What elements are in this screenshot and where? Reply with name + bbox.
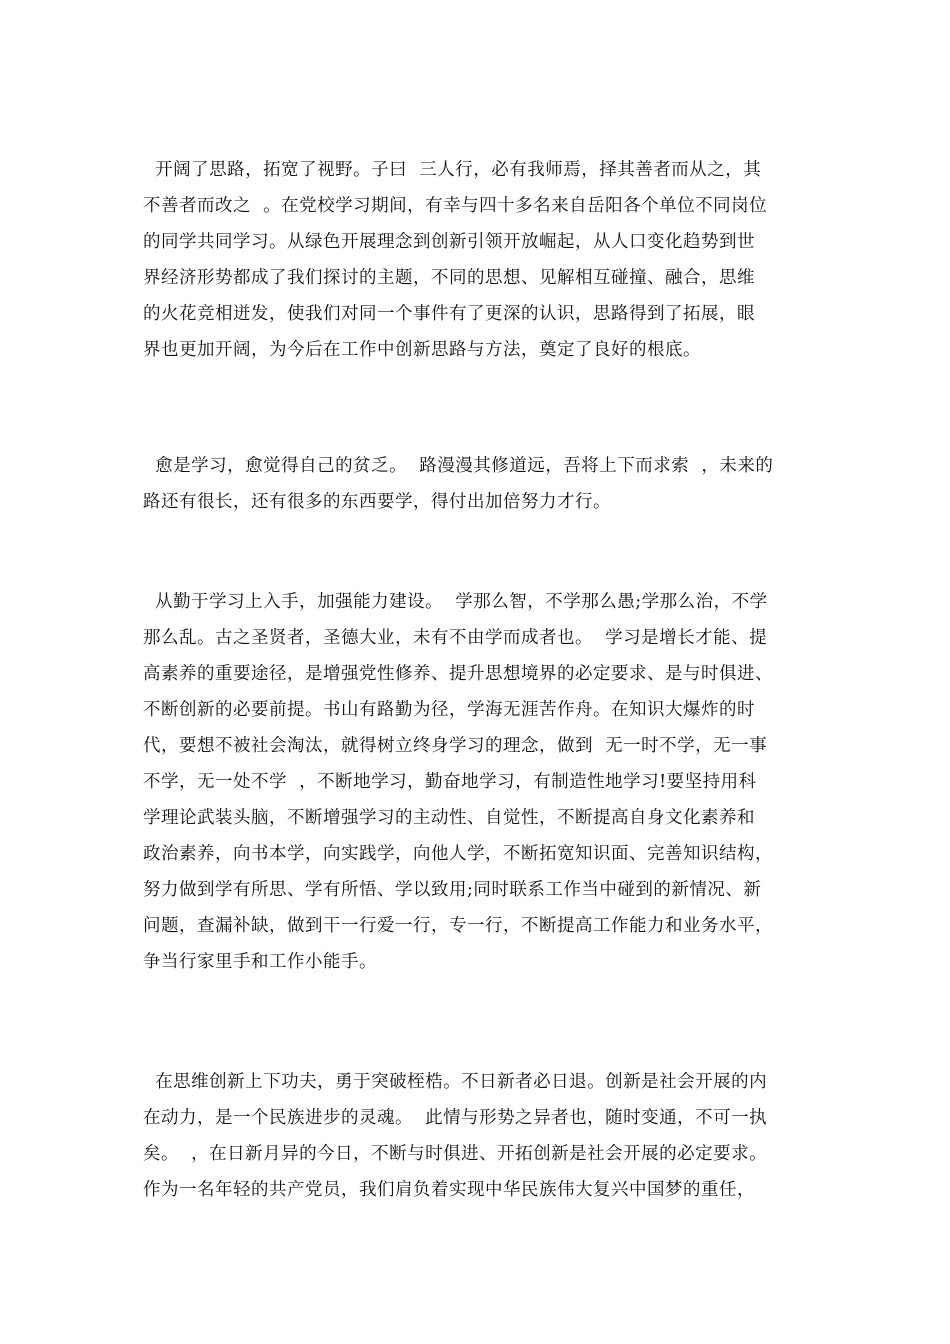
text-line: 界经济形势都成了我们探讨的主题，不同的思想、见解相互碰撞、融合，思维 <box>143 268 755 288</box>
text-line: 那么乱。古之圣贤者，圣德大业，未有不由学而成者也。 学习是增长才能、提 <box>143 628 768 648</box>
paragraph-innovation <box>143 1064 811 1208</box>
text-line: 矣。 ，在日新月异的今日，不断与时俱进、开拓创新是社会开展的必定要求。 <box>143 1144 768 1164</box>
text-line: 不学，无一处不学 ，不断地学习，勤奋地学习，有制造性地学习!要坚持用科 <box>143 772 757 792</box>
text-line: 从勤于学习上入手，加强能力建设。 学那么智，不学那么愚;学那么治，不学 <box>143 592 768 612</box>
text-line: 代，要想不被社会淘汰，就得树立终身学习的理念，做到 无一时不学，无一事 <box>143 736 768 756</box>
text-line: 学理论武装头脑，不断增强学习的主动性、自觉性，不断提高自身文化素养和 <box>143 808 755 828</box>
text-line: 努力做到学有所思、学有所悟、学以致用;同时联系工作当中碰到的新情况、新 <box>143 880 762 900</box>
text-line: 争当行家里手和工作小能手。 <box>143 952 377 972</box>
paragraph-broadened-horizons <box>143 152 811 368</box>
text-line: 界也更加开阔，为今后在工作中创新思路与方法，奠定了良好的根底。 <box>143 340 701 360</box>
text-line: 政治素养，向书本学，向实践学，向他人学，不断拓宽知识面、完善知识结构， <box>143 844 773 864</box>
paragraph-diligent-study <box>143 584 811 980</box>
text-line: 在动力，是一个民族进步的灵魂。 此情与形势之异者也，随时变通，不可一执 <box>143 1108 768 1128</box>
text-line: 不断创新的必要前提。书山有路勤为径，学海无涯苦作舟。在知识大爆炸的时 <box>143 700 755 720</box>
text-line: 愈是学习，愈觉得自己的贫乏。 路漫漫其修道远，吾将上下而求索 ，未来的 <box>143 456 774 476</box>
text-line: 作为一名年轻的共产党员，我们肩负着实现中华民族伟大复兴中国梦的重任， <box>143 1180 755 1200</box>
text-line: 高素养的重要途径，是增强党性修养、提升思想境界的必定要求、是与时俱进、 <box>143 664 773 684</box>
text-line: 的同学共同学习。从绿色开展理念到创新引领开放崛起，从人口变化趋势到世 <box>143 232 755 252</box>
text-line: 的火花竞相迸发，使我们对同一个事件有了更深的认识，思路得到了拓展，眼 <box>143 304 755 324</box>
text-line: 不善者而改之 。在党校学习期间，有幸与四十多名来自岳阳各个单位不同岗位 <box>143 196 768 216</box>
text-line: 开阔了思路，拓宽了视野。子曰 三人行，必有我师焉，择其善者而从之，其 <box>143 160 762 180</box>
text-line: 路还有很长，还有很多的东西要学，得付出加倍努力才行。 <box>143 492 611 512</box>
text-line: 在思维创新上下功夫，勇于突破桎梏。不日新者必日退。创新是社会开展的内 <box>143 1072 768 1092</box>
text-line: 问题，查漏补缺，做到干一行爱一行，专一行，不断提高工作能力和业务水平， <box>143 916 773 936</box>
paragraph-more-to-learn <box>143 448 811 520</box>
